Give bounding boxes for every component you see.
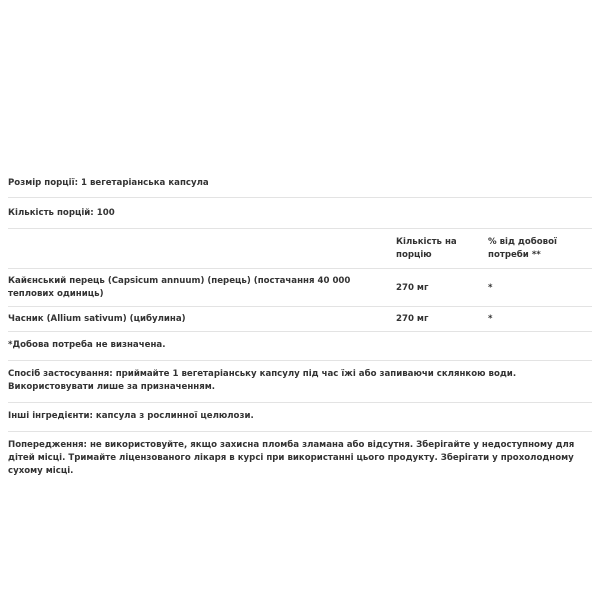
servings-per-container: Кількість порцій: 100 xyxy=(8,208,115,218)
table-header-row xyxy=(8,229,592,269)
ingredient-name: Часник (Allium sativum) (цибулина) xyxy=(8,307,396,332)
supplement-facts-panel xyxy=(8,176,592,486)
ingredient-name: Кайєнський перець (Capsicum annuum) (перець) (постачання 40 000 теплових одиниць) xyxy=(8,269,396,307)
header-daily-value: % від добової потреби ** xyxy=(488,229,592,269)
table-row xyxy=(8,307,592,332)
supplement-facts-table xyxy=(8,229,592,331)
ingredient-daily-value: * xyxy=(488,307,592,332)
ingredient-amount: 270 мг xyxy=(396,269,488,307)
directions: Спосіб застосування: приймайте 1 вегетаріанську капсулу під час їжі або запиваючи склянкою води. Використовувати лише за призначенням. xyxy=(8,369,517,392)
ingredient-daily-value: * xyxy=(488,269,592,307)
daily-value-note: *Добова потреба не визначена. xyxy=(8,340,166,350)
ingredient-amount: 270 мг xyxy=(396,307,488,332)
serving-size: Розмір порції: 1 вегетаріанська капсула xyxy=(8,178,209,188)
table-row xyxy=(8,269,592,307)
warnings: Попередження: не використовуйте, якщо захисна пломба зламана або відсутня. Зберігайте у недоступному для дітей місці. Тримайте ліцензованого лікаря в курсі при використанні цього продукту. Зберігати у прохолодному сухому місці. xyxy=(8,440,575,476)
header-ingredient xyxy=(8,229,396,269)
other-ingredients: Інші інгредієнти: капсула з рослинної целюлози. xyxy=(8,411,254,421)
header-amount-per-serving: Кількість на порцію xyxy=(396,229,488,269)
